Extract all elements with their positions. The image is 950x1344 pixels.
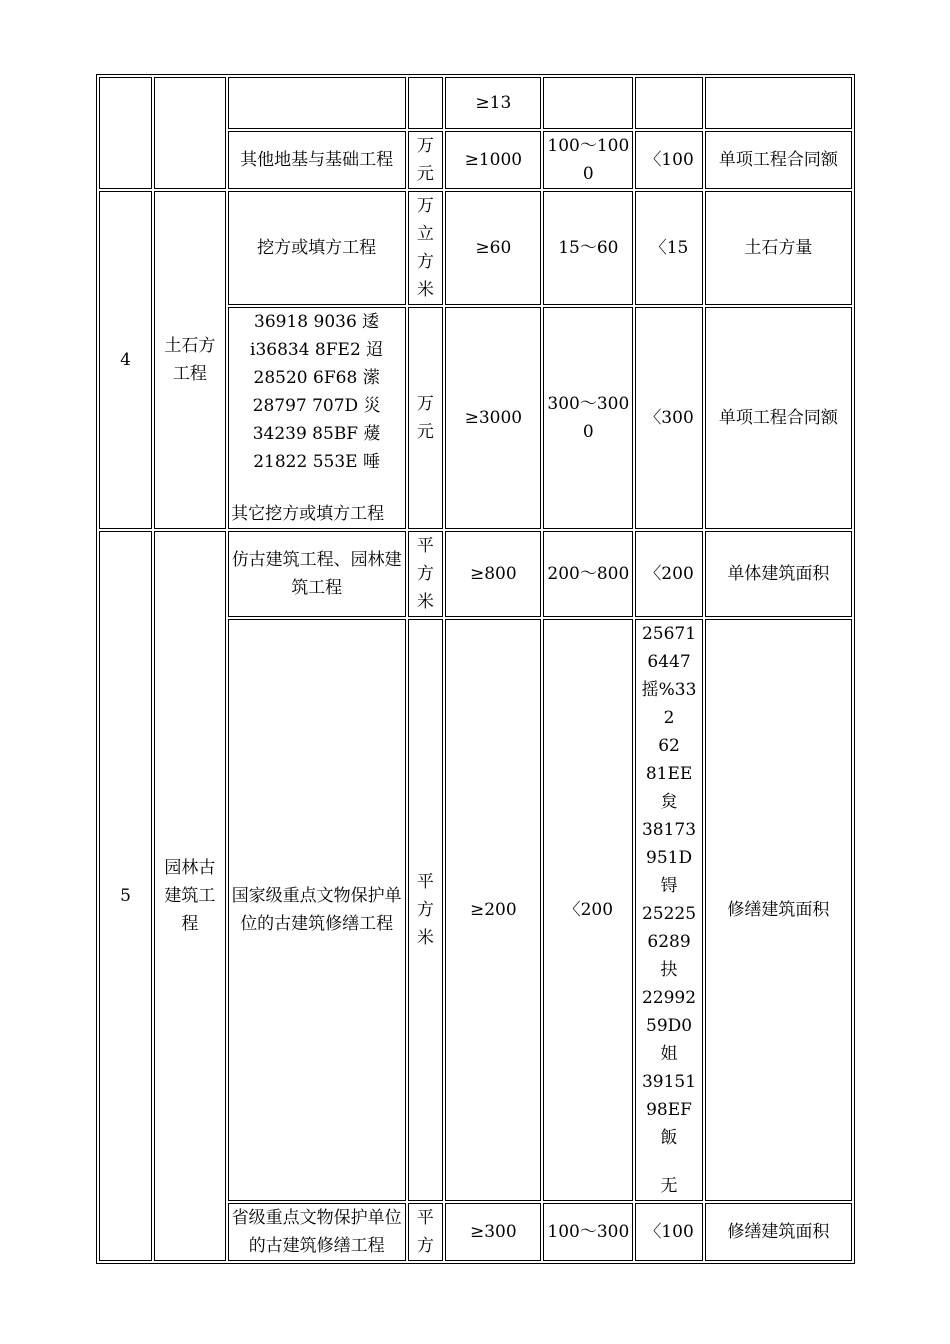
- cell-small: 〈100: [635, 131, 702, 189]
- code-line: 34239 85BF 蕿: [252, 424, 381, 444]
- code-line: 28797 707D 災: [252, 396, 381, 416]
- cell-item: 挖方或填方工程: [228, 191, 406, 305]
- cell-unit: [408, 307, 444, 529]
- cell-basis: 单项工程合同额: [705, 131, 852, 189]
- cell-category: [154, 531, 226, 1261]
- code-line: 81EE: [645, 764, 693, 784]
- cell-no: 5: [99, 531, 152, 1261]
- cell-item: [228, 77, 406, 129]
- cell-large: ≥800: [445, 531, 541, 617]
- unit-text: 万元: [416, 394, 434, 442]
- cell-small: 〈300: [635, 307, 702, 529]
- code-line: 姐: [660, 1044, 678, 1064]
- cell-unit: [408, 131, 444, 189]
- code-line: 6447: [647, 652, 691, 672]
- cell-large: ≥60: [445, 191, 541, 305]
- small-value: 无: [660, 1176, 678, 1196]
- cell-medium: 100～1000: [543, 131, 633, 189]
- cell-basis: 修缮建筑面积: [705, 1203, 852, 1261]
- cell-medium: 100～300: [543, 1203, 633, 1261]
- cell-basis: 单体建筑面积: [705, 531, 852, 617]
- code-line: 炱: [660, 792, 678, 812]
- category-text: 土石方工程: [164, 336, 216, 384]
- cell-medium: 15～60: [543, 191, 633, 305]
- cell-item: [228, 619, 406, 1201]
- cell-small: [635, 619, 702, 1201]
- cell-basis: [705, 77, 852, 129]
- code-line: 22992: [641, 988, 697, 1008]
- cell-unit: [408, 531, 444, 617]
- code-line: 39151: [641, 1072, 697, 1092]
- code-line: 59D0: [646, 1016, 693, 1036]
- item-text: 国家级重点文物保护单位的古建筑修缮工程: [231, 886, 402, 934]
- code-line: 锝: [660, 876, 678, 896]
- cell-large: ≥300: [445, 1203, 541, 1261]
- item-text: 其它挖方或填方工程: [231, 504, 385, 524]
- cell-medium: [543, 77, 633, 129]
- cell-item: 其他地基与基础工程: [228, 131, 406, 189]
- cell-no-continued: [99, 77, 152, 189]
- cell-large: ≥3000: [445, 307, 541, 529]
- code-line: 98EF: [646, 1100, 692, 1120]
- cell-unit: [408, 619, 444, 1201]
- cell-unit: [408, 77, 444, 129]
- code-line: 25225: [641, 904, 697, 924]
- table-row: [99, 191, 852, 305]
- cell-small: [635, 77, 702, 129]
- code-line: 抉: [660, 960, 678, 980]
- cell-category-continued: [154, 77, 226, 189]
- spacer: [636, 1152, 701, 1172]
- code-line: 62: [658, 736, 680, 756]
- spacer: [231, 476, 403, 500]
- cell-item: [228, 531, 406, 617]
- cell-item: [228, 1203, 406, 1261]
- table-row: [99, 77, 852, 129]
- cell-basis: 单项工程合同额: [705, 307, 852, 529]
- cell-item: [228, 307, 406, 529]
- item-text: 省级重点文物保护单位的古建筑修缮工程: [231, 1208, 402, 1256]
- cell-unit: [408, 1203, 444, 1261]
- code-line: 28520 6F68 潆: [253, 368, 380, 388]
- cell-unit: [408, 191, 444, 305]
- code-line: 25671: [641, 624, 697, 644]
- category-text: 园林古建筑工程: [164, 858, 216, 934]
- cell-large: ≥200: [445, 619, 541, 1201]
- cell-category: [154, 191, 226, 529]
- code-line: 摇%332: [641, 680, 697, 728]
- unit-text: 平方: [416, 1208, 434, 1256]
- unit-text: 平方米: [416, 536, 434, 612]
- unit-text: 万立方米: [416, 196, 434, 300]
- cell-medium: 〈200: [543, 619, 633, 1201]
- table-row: [99, 531, 852, 617]
- cell-large: ≥1000: [445, 131, 541, 189]
- cell-basis: 土石方量: [705, 191, 852, 305]
- code-line: 38173: [641, 820, 697, 840]
- code-line: 951D: [646, 848, 693, 868]
- unit-text: 平方米: [416, 872, 434, 948]
- cell-basis: 修缮建筑面积: [705, 619, 852, 1201]
- code-line: i36834 8FE2 迢: [250, 340, 384, 360]
- construction-scale-table: [96, 74, 855, 1264]
- item-text: 仿古建筑工程、园林建筑工程: [231, 550, 402, 598]
- cell-large: ≥13: [445, 77, 541, 129]
- code-line: 36918 9036 逶: [254, 312, 380, 332]
- unit-text: 万元: [416, 136, 434, 184]
- cell-medium: 300～3000: [543, 307, 633, 529]
- code-line: 6289: [647, 932, 691, 952]
- cell-small: 〈100: [635, 1203, 702, 1261]
- code-line: 飯: [660, 1128, 678, 1148]
- code-line: 21822 553E 唾: [253, 452, 380, 472]
- cell-no: 4: [99, 191, 152, 529]
- cell-medium: 200～800: [543, 531, 633, 617]
- cell-small: 〈15: [635, 191, 702, 305]
- cell-small: 〈200: [635, 531, 702, 617]
